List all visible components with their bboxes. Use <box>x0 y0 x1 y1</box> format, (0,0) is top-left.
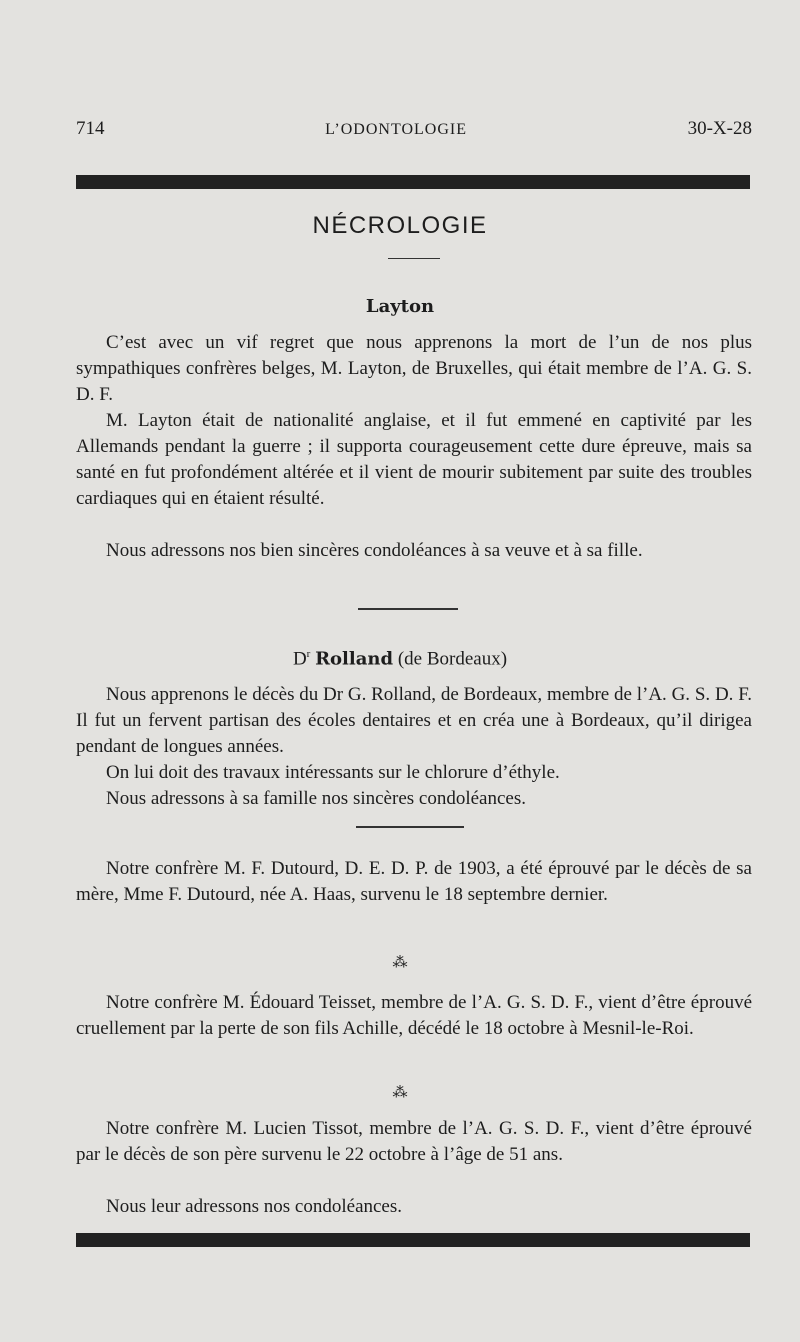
title-underline <box>388 258 440 259</box>
section-heading-rolland: $D^r$ Rolland (de Bordeaux) <box>292 648 508 670</box>
issue-date: 30-X-28 <box>687 118 752 139</box>
page-title: NÉCROLOGIE <box>312 212 488 239</box>
paragraph: Nous adressons à sa famille nos sincères condoléances. <box>106 788 526 809</box>
paragraph: Nous adressons nos bien sincères condoléances à sa veuve et à sa fille. <box>106 540 643 561</box>
section-divider <box>358 608 458 610</box>
paragraph: C’est avec un vif regret que nous apprenons la mort de l’un de nos plus sympathiques confrères belges, M. Layton, de Bruxelles, qui était membre de l’A. G. S. D. F. <box>76 332 752 405</box>
paragraph: Notre confrère M. F. Dutourd, D. E. D. P. de 1903, a été éprouvé par le décès de sa mère, Mme F. Dutourd, née A. Haas, survenu le 18 septembre dernier. <box>76 858 752 905</box>
paragraph: Notre confrère M. Édouard Teisset, membre de l’A. G. S. D. F., vient d’être éprouvé cruellement par la perte de son fils Achille, décédé le 18 octobre à Mesnil-le-Roi. <box>76 992 752 1039</box>
running-head <box>76 118 752 140</box>
paragraph: Notre confrère M. Lucien Tissot, membre de l’A. G. S. D. F., vient d’être éprouvé par le décès de son père survenu le 22 octobre à l’âge de 51 ans. <box>76 1118 752 1165</box>
page-number: 714 <box>76 118 105 139</box>
bottom-heavy-rule <box>76 1233 750 1247</box>
top-heavy-rule <box>76 175 750 189</box>
paragraph: Nous leur adressons nos condoléances. <box>106 1196 403 1217</box>
asterism-separator: ⁂ <box>392 955 408 971</box>
asterism-separator: ⁂ <box>392 1085 408 1101</box>
journal-title: L’ODONTOLOGIE <box>325 121 467 138</box>
paragraph: Nous apprenons le décès du Dr G. Rolland, de Bordeaux, membre de l’A. G. S. D. F. Il fut un fervent partisan des écoles dentaires et en créa une à Bordeaux, qu’il dirigea pendant de longues années. <box>76 684 752 757</box>
section-divider <box>356 826 464 828</box>
section-heading-layton: Layton <box>365 296 435 317</box>
paragraph: On lui doit des travaux intéressants sur le chlorure d’éthyle. <box>106 762 560 783</box>
paragraph: M. Layton était de nationalité anglaise, et il fut emmené en captivité par les Allemands pendant la guerre ; il supporta courageusement cette dure épreuve, mais sa santé en fut profondément altérée et il vient de mourir subitement par suite des troubles cardiaques qui en étaient résulté. <box>76 410 752 509</box>
